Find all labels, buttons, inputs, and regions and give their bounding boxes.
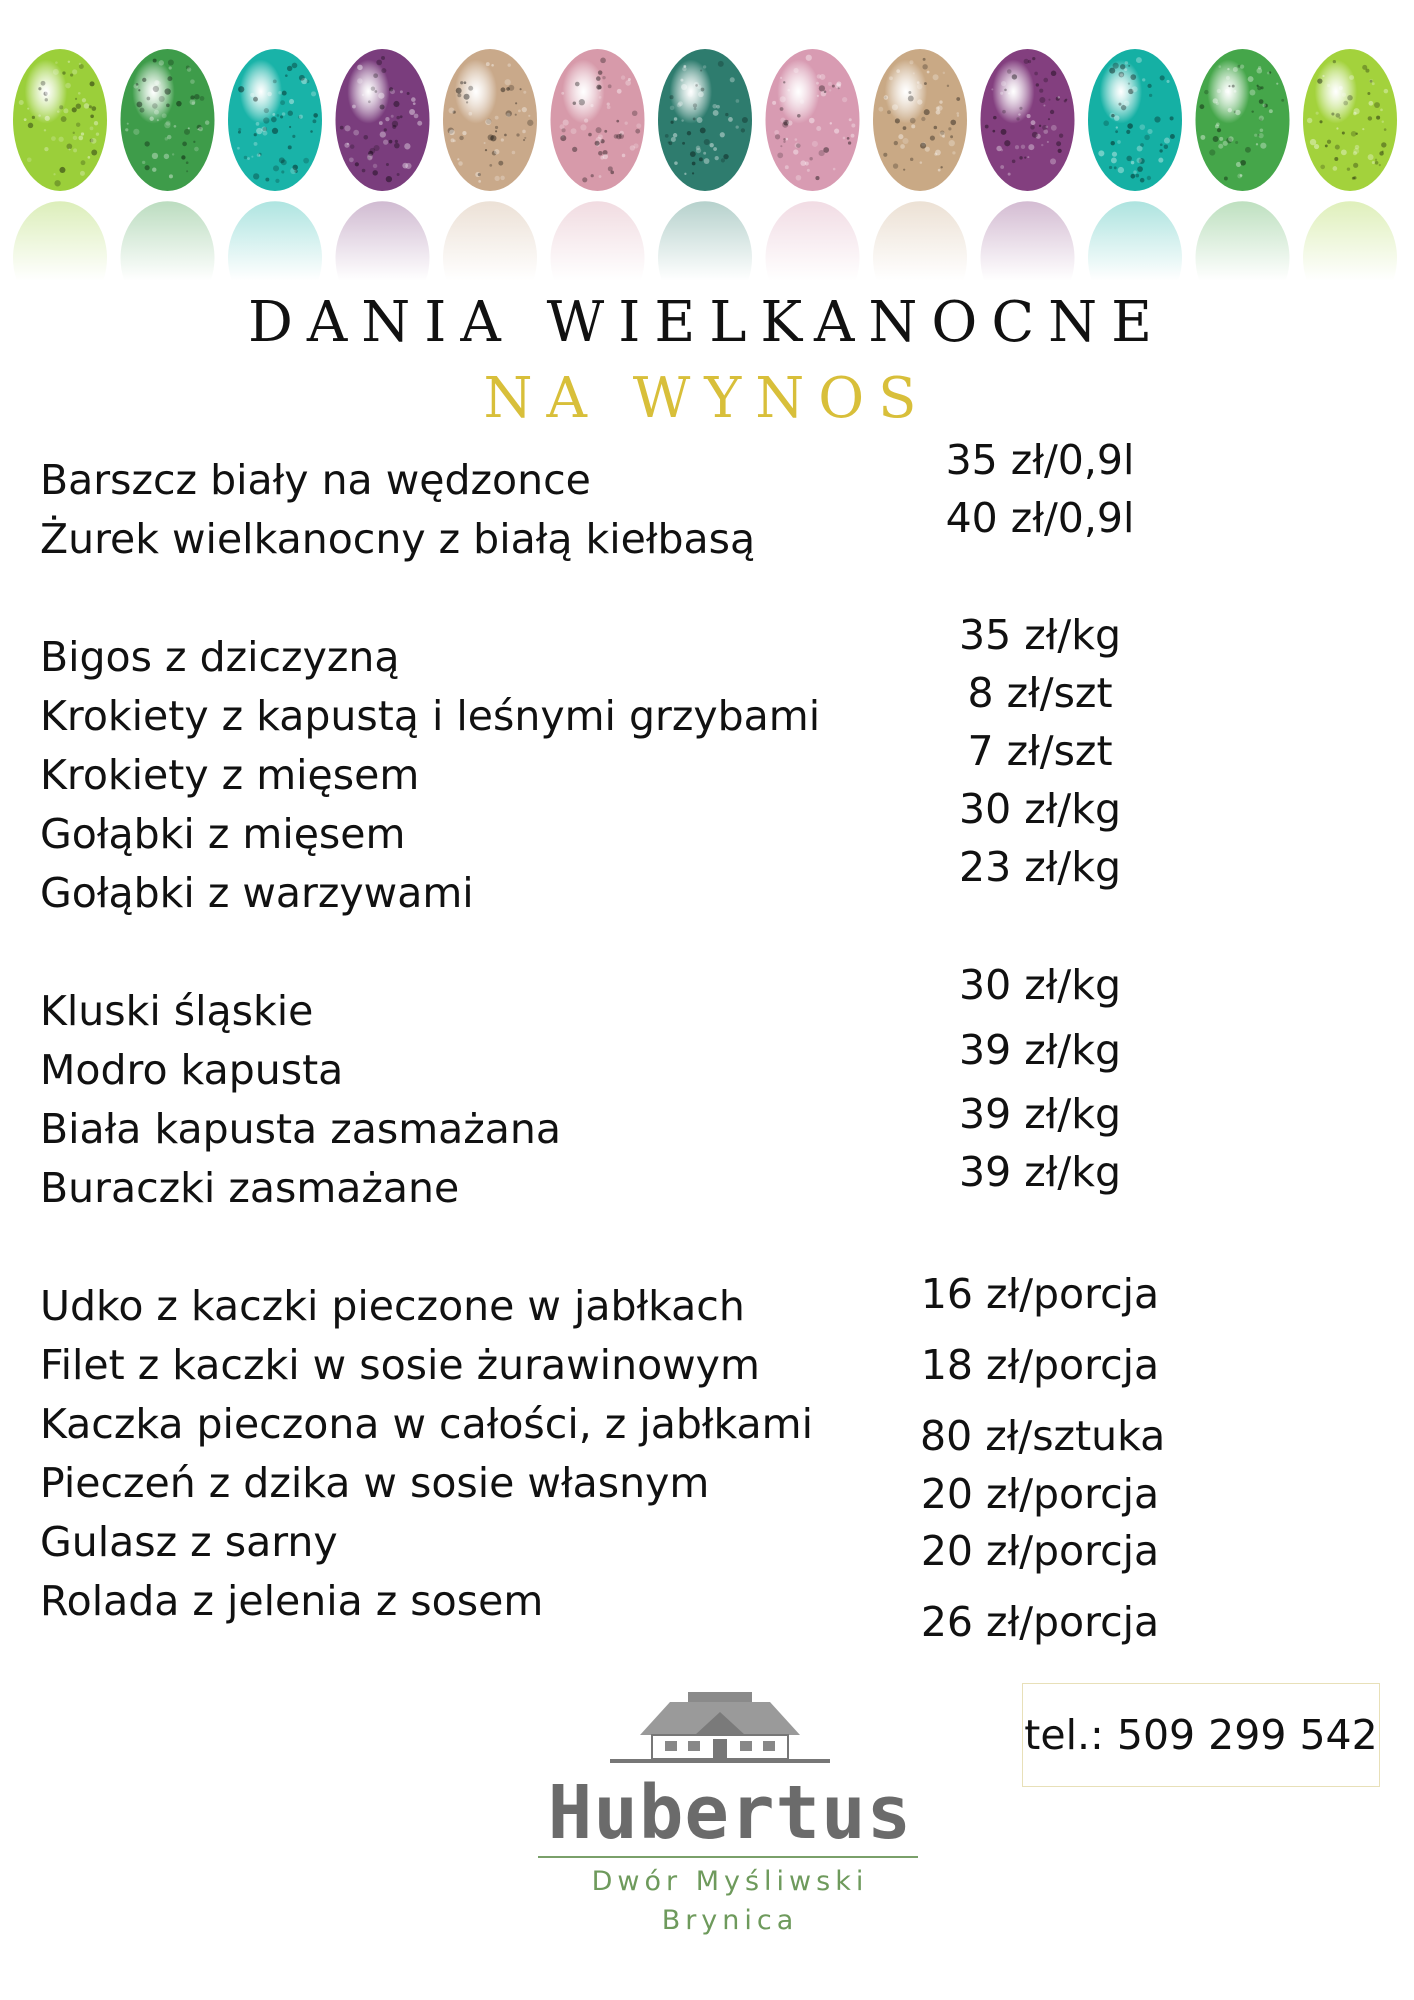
logo-name: Hubertus: [547, 1770, 913, 1856]
menu-item-name: Modro kapusta: [40, 1046, 344, 1094]
page-title: DANIA WIELKANOCNE: [247, 290, 1167, 355]
menu-item-name: Gołąbki z mięsem: [40, 810, 406, 858]
page-subtitle: NA WYNOS: [483, 366, 931, 431]
egg-reflection: [13, 201, 107, 300]
egg-reflection: [658, 201, 752, 300]
egg-reflection: [1088, 201, 1182, 300]
logo-tagline: Dwór Myśliwski: [591, 1866, 869, 1897]
egg-reflection: [443, 201, 537, 300]
menu-item-name: Krokiety z kapustą i leśnymi grzybami: [40, 692, 821, 740]
menu-item-name: Udko z kaczki pieczone w jabłkach: [40, 1282, 745, 1330]
egg-reflection: [981, 201, 1075, 300]
menu-item-name: Krokiety z mięsem: [40, 751, 420, 799]
menu-item-name: Barszcz biały na wędzonce: [40, 456, 591, 504]
egg-reflection: [873, 201, 967, 300]
menu-item-price: 35 zł/0,9l: [945, 436, 1135, 484]
egg-reflection: [551, 201, 645, 300]
easter-egg: [981, 49, 1075, 191]
egg-reflection: [1196, 201, 1290, 300]
menu-item-name: Gołąbki z warzywami: [40, 869, 474, 917]
menu-item-price: 30 zł/kg: [959, 961, 1121, 1009]
menu-item-price: 20 zł/porcja: [920, 1470, 1160, 1518]
phone-number: tel.: 509 299 542: [1024, 1711, 1378, 1759]
easter-egg: [658, 49, 752, 191]
menu-item-name: Kaczka pieczona w całości, z jabłkami: [40, 1400, 814, 1448]
egg-reflection: [766, 201, 860, 300]
menu-item-price: 35 zł/kg: [959, 611, 1121, 659]
easter-egg: [121, 49, 215, 191]
menu-item-price: 40 zł/0,9l: [945, 494, 1135, 542]
egg-reflection: [336, 201, 430, 300]
menu-item-name: Buraczki zasmażane: [40, 1164, 460, 1212]
menu-item-name: Kluski śląskie: [40, 987, 314, 1035]
logo-divider: [538, 1856, 918, 1858]
egg-reflection: [1303, 201, 1397, 300]
menu-item-price: 30 zł/kg: [959, 785, 1121, 833]
menu-item-price: 16 zł/porcja: [920, 1270, 1160, 1318]
menu-item-name: Pieczeń z dzika w sosie własnym: [40, 1459, 710, 1507]
logo-location: Brynica: [661, 1905, 799, 1936]
easter-eggs-banner: [0, 0, 1414, 300]
menu-item-price: 20 zł/porcja: [920, 1527, 1160, 1575]
menu-item-price: 23 zł/kg: [959, 843, 1121, 891]
menu-item-name: Żurek wielkanocny z białą kiełbasą: [40, 515, 756, 563]
menu-item-price: 39 zł/kg: [959, 1148, 1121, 1196]
phone-box: [1022, 1683, 1380, 1787]
manor-house-icon: [610, 1690, 830, 1770]
menu-item-name: Bigos z dziczyzną: [40, 633, 400, 681]
menu-item-price: 80 zł/sztuka: [920, 1412, 1166, 1460]
egg-reflection: [228, 201, 322, 300]
menu-item-price: 39 zł/kg: [959, 1090, 1121, 1138]
menu-item-price: 26 zł/porcja: [920, 1598, 1160, 1646]
easter-egg: [1088, 49, 1182, 191]
menu-item-name: Filet z kaczki w sosie żurawinowym: [40, 1341, 760, 1389]
menu-item-name: Gulasz z sarny: [40, 1518, 338, 1566]
menu-item-price: 39 zł/kg: [959, 1026, 1121, 1074]
menu-item-price: 18 zł/porcja: [920, 1341, 1160, 1389]
menu-item-price: 8 zł/szt: [967, 669, 1113, 717]
menu-item-name: Biała kapusta zasmażana: [40, 1105, 562, 1153]
egg-reflection: [121, 201, 215, 300]
menu-item-price: 7 zł/szt: [967, 727, 1113, 775]
menu-item-name: Rolada z jelenia z sosem: [40, 1577, 544, 1625]
easter-egg: [1196, 49, 1290, 191]
logo: [530, 1690, 930, 1936]
